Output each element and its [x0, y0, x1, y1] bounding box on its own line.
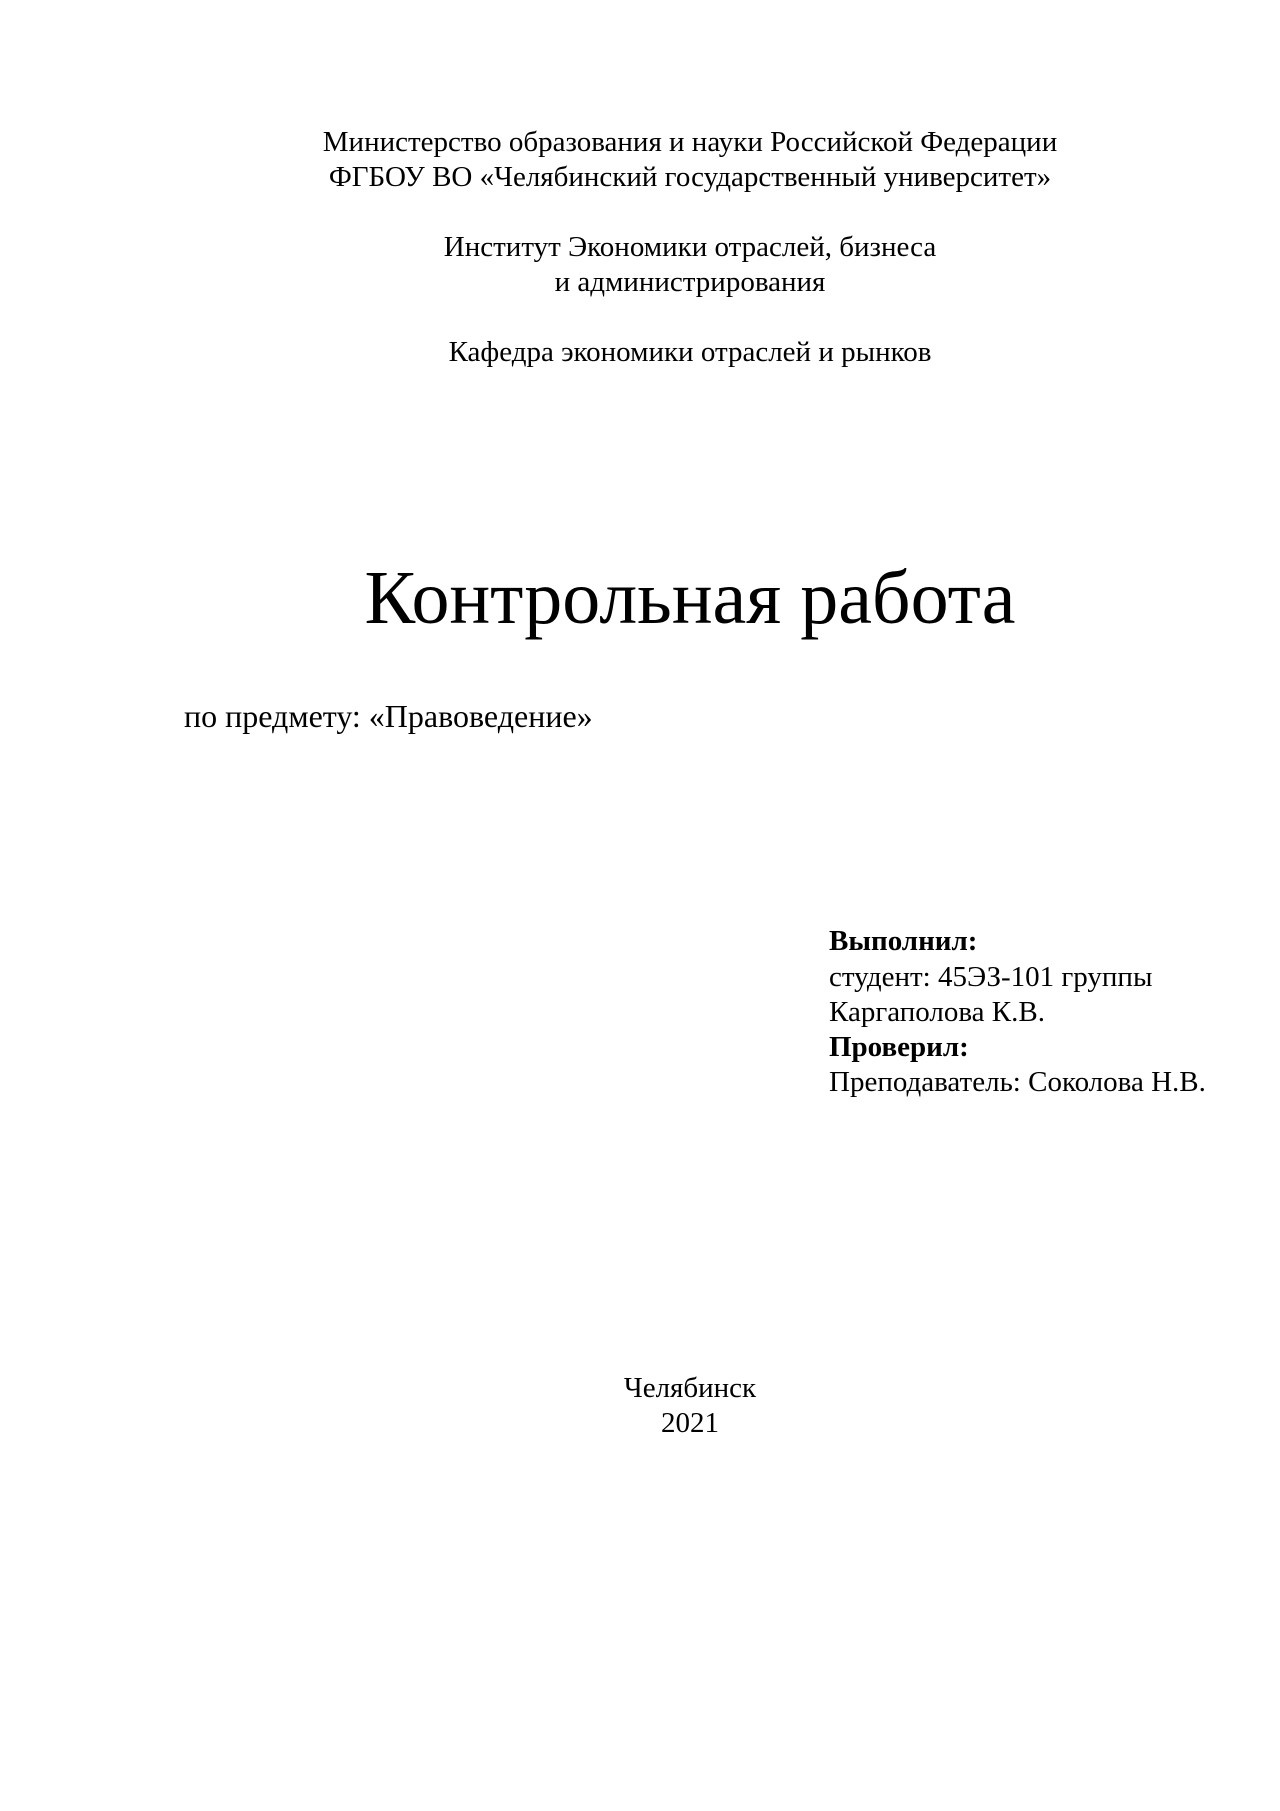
ministry-name: Министерство образования и науки Российской Федерации	[322, 126, 1058, 158]
student-group: студент: 45ЭЗ-101 группы	[829, 961, 1153, 993]
teacher-name: Преподаватель: Соколова Н.В.	[829, 1066, 1206, 1098]
student-name: Каргаполова К.В.	[829, 996, 1045, 1028]
checked-label: Проверил:	[829, 1031, 969, 1063]
subject-line: по предмету: «Правоведение»	[184, 698, 593, 734]
performed-label: Выполнил:	[829, 925, 978, 957]
document-title: Контрольная работа	[364, 556, 1016, 640]
department-name: Кафедра экономики отраслей и рынков	[448, 336, 932, 368]
institute-name-line2: и администрирования	[554, 266, 826, 298]
institute-name-line1: Институт Экономики отраслей, бизнеса	[443, 231, 937, 263]
university-name: ФГБОУ ВО «Челябинский государственный университет»	[328, 161, 1052, 193]
city: Челябинск	[623, 1372, 757, 1404]
year: 2021	[661, 1407, 719, 1439]
